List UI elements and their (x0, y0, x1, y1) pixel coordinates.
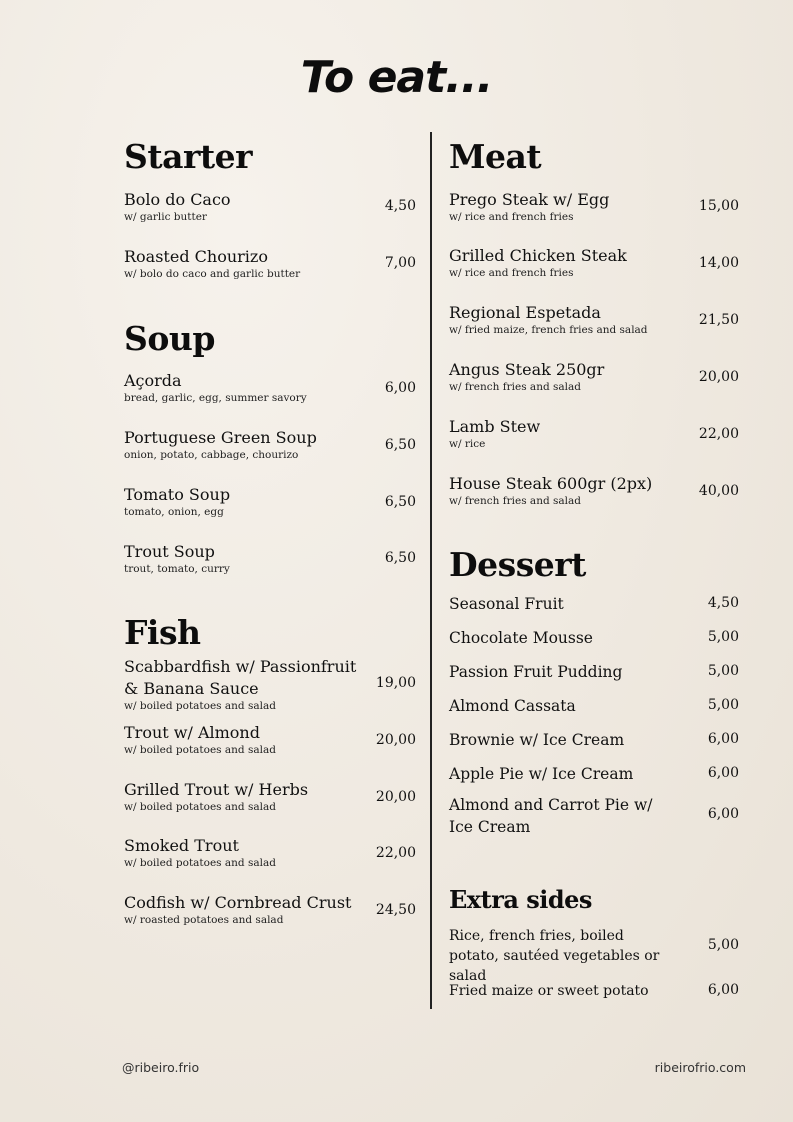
item-name: Passion Fruit Pudding (449, 663, 623, 681)
item-price: 6,00 (384, 380, 416, 396)
item-price: 5,00 (707, 663, 739, 679)
footer-website: ribeirofrio.com (654, 1060, 746, 1075)
menu-item (449, 593, 739, 615)
item-name: Regional Espetada (449, 303, 601, 322)
menu-item (124, 835, 416, 870)
item-price: 6,50 (384, 494, 416, 510)
item-price: 14,00 (698, 255, 739, 271)
menu-item (449, 729, 739, 751)
menu-item (449, 794, 739, 838)
item-price: 6,00 (707, 731, 739, 747)
section-heading-extra-sides: Extra sides (449, 885, 592, 914)
item-price: 5,00 (707, 629, 739, 645)
section-heading-soup: Soup (124, 319, 215, 358)
item-price: 24,50 (375, 902, 416, 918)
menu-item (449, 695, 739, 717)
item-price: 4,50 (707, 595, 739, 611)
item-description: w/ boiled potatoes and salad (124, 700, 276, 712)
item-price: 20,00 (698, 369, 739, 385)
item-name: Grilled Trout w/ Herbs (124, 780, 309, 799)
footer-social-handle: @ribeiro.frio (122, 1060, 200, 1075)
menu-item (449, 473, 739, 508)
menu-item (449, 926, 739, 986)
item-price: 6,00 (707, 765, 739, 781)
menu-item (124, 484, 416, 519)
item-name: Grilled Chicken Steak (449, 246, 627, 265)
item-description: w/ fried maize, french fries and salad (449, 324, 648, 336)
item-price: 6,50 (384, 437, 416, 453)
section-heading-meat: Meat (449, 137, 542, 176)
menu-item (124, 722, 416, 757)
item-name: Apple Pie w/ Ice Cream (449, 765, 634, 783)
menu-item (124, 779, 416, 814)
item-name: Trout w/ Almond (124, 723, 260, 742)
item-description: w/ roasted potatoes and salad (124, 914, 284, 926)
item-price: 22,00 (698, 426, 739, 442)
item-price: 20,00 (375, 732, 416, 748)
item-name: Seasonal Fruit (449, 595, 564, 613)
item-description: w/ french fries and salad (449, 381, 581, 393)
menu-item (124, 189, 416, 224)
item-description: w/ boiled potatoes and salad (124, 857, 276, 869)
item-name: Smoked Trout (124, 836, 239, 855)
item-name: Lamb Stew (449, 417, 541, 436)
item-name: Roasted Chourizo (124, 247, 268, 266)
item-price: 4,50 (384, 198, 416, 214)
item-name: House Steak 600gr (2px) (449, 474, 653, 493)
item-description: w/ bolo do caco and garlic butter (124, 268, 301, 280)
menu-item (449, 627, 739, 649)
item-description: onion, potato, cabbage, chourizo (124, 449, 299, 461)
item-description: w/ rice and french fries (449, 211, 574, 223)
item-description: bread, garlic, egg, summer savory (124, 392, 307, 404)
item-price: 40,00 (698, 483, 739, 499)
section-heading-dessert: Dessert (449, 545, 586, 584)
menu-item (449, 189, 739, 224)
item-price: 5,00 (707, 697, 739, 713)
menu-item (449, 763, 739, 785)
item-name: Almond and Carrot Pie w/ Ice Cream (449, 796, 653, 836)
menu-item (449, 302, 739, 337)
item-name: Portuguese Green Soup (124, 428, 317, 447)
item-name: Trout Soup (124, 542, 215, 561)
menu-item (124, 246, 416, 281)
item-price: 7,00 (384, 255, 416, 271)
menu-item (449, 661, 739, 683)
item-price: 20,00 (375, 789, 416, 805)
menu-item (449, 981, 739, 1001)
item-price: 15,00 (698, 198, 739, 214)
item-name: Scabbardfish w/ Passionfruit & Banana Sauce (124, 657, 357, 698)
menu-item (124, 370, 416, 405)
item-price: 21,50 (698, 312, 739, 328)
menu-item (124, 892, 416, 927)
item-name: Açorda (124, 371, 182, 390)
item-description: trout, tomato, curry (124, 563, 230, 575)
item-price: 19,00 (375, 675, 416, 691)
menu-item (449, 359, 739, 394)
item-price: 6,50 (384, 550, 416, 566)
item-price: 22,00 (375, 845, 416, 861)
item-price: 6,00 (707, 982, 739, 998)
menu-item (124, 656, 416, 713)
item-description: w/ boiled potatoes and salad (124, 744, 276, 756)
item-description: w/ rice (449, 438, 486, 450)
item-name: Prego Steak w/ Egg (449, 190, 610, 209)
menu-item (124, 541, 416, 576)
item-description: w/ boiled potatoes and salad (124, 801, 276, 813)
menu-item (449, 416, 739, 451)
menu-item (449, 245, 739, 280)
column-divider (430, 132, 432, 1009)
item-description: w/ rice and french fries (449, 267, 574, 279)
item-description: w/ french fries and salad (449, 495, 581, 507)
menu-item (124, 427, 416, 462)
item-name: Bolo do Caco (124, 190, 231, 209)
item-price: 5,00 (707, 937, 739, 953)
item-price: 6,00 (707, 806, 739, 822)
item-description: tomato, onion, egg (124, 506, 224, 518)
section-heading-fish: Fish (124, 613, 201, 652)
item-name: Chocolate Mousse (449, 629, 593, 647)
item-name: Angus Steak 250gr (449, 360, 605, 379)
item-description: w/ garlic butter (124, 211, 207, 223)
item-name: Brownie w/ Ice Cream (449, 731, 625, 749)
item-name: Fried maize or sweet potato (449, 983, 649, 999)
page-title: To eat... (300, 52, 493, 103)
item-name: Almond Cassata (449, 697, 576, 715)
section-heading-starter: Starter (124, 137, 252, 176)
item-name: Rice, french fries, boiled potato, sautéed vegetables or salad (449, 928, 660, 984)
item-name: Tomato Soup (124, 485, 231, 504)
item-name: Codfish w/ Cornbread Crust (124, 893, 352, 912)
